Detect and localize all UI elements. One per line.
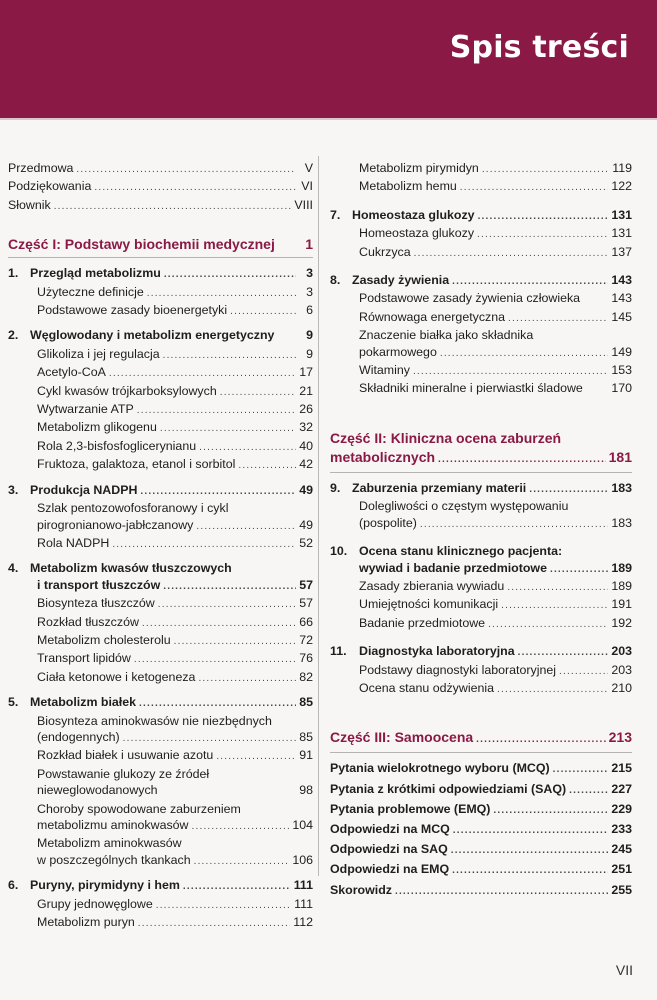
toc-entry[interactable]: w poszczególnych tkankach ..... 106 [8, 852, 313, 870]
toc-entry[interactable]: Rozkład tłuszczów ..... 66 [8, 614, 313, 632]
chapter-4 [8, 560, 313, 687]
toc-entry[interactable]: Witaminy ..... 153 [330, 362, 632, 380]
chapter-5 [8, 694, 313, 870]
chapter-11 [330, 643, 632, 698]
part-heading-1[interactable]: Część I: Podstawy biochemii medycznej 1 [8, 235, 313, 258]
chapter-8 [330, 272, 632, 399]
toc-entry[interactable]: Odpowiedzi na EMQ ..... 251 [330, 860, 632, 880]
toc-entry[interactable]: metabolizmu aminokwasów ..... 104 [8, 817, 313, 835]
toc-entry[interactable]: pirogronianowo-jabłczanowy ..... 49 [8, 517, 313, 535]
toc-entry-line[interactable]: Metabolizm aminokwasów [37, 836, 182, 851]
toc-entry[interactable]: nieweglowodanowych 98 [37, 783, 313, 798]
toc-entry-line[interactable]: Znaczenie białka jako składnika [359, 328, 534, 343]
toc-entry[interactable]: Równowaga energetyczna ..... 145 [330, 309, 632, 327]
self-assessment-list [330, 759, 632, 900]
chapter-title[interactable]: 8. Zasady żywienia ..... 143 [330, 272, 632, 290]
toc-entry[interactable]: Homeostaza glukozy ..... 131 [330, 225, 632, 243]
toc-entry[interactable]: Acetylo-CoA ..... 17 [8, 364, 313, 382]
page-title: Spis treści [449, 30, 629, 65]
chapter-9 [330, 480, 632, 533]
toc-entry[interactable]: Pytania wielokrotnego wyboru (MCQ) ..... 215 [330, 759, 632, 779]
toc-entry[interactable]: Transport lipidów ..... 76 [8, 650, 313, 668]
toc-entry[interactable]: (endogennych) ..... 85 [8, 729, 313, 747]
toc-entry[interactable]: Podstawowe zasady żywienia człowieka 143 [359, 291, 632, 306]
toc-entry[interactable]: Glikoliza i jej regulacja ..... 9 [8, 346, 313, 364]
toc-entry[interactable]: Przedmowa ..... V [8, 160, 313, 178]
toc-entry[interactable]: pokarmowego ..... 149 [330, 344, 632, 362]
chapter-title[interactable]: 3. Produkcja NADPH ..... 49 [8, 482, 313, 500]
chapter-title[interactable]: 6. Puryny, pirymidyny i hem ..... 111 [8, 877, 313, 895]
chapter-title-line[interactable]: 4. Metabolizm kwasów tłuszczowych [8, 561, 232, 576]
toc-entry[interactable]: Cykl kwasów trójkarboksylowych ..... 21 [8, 383, 313, 401]
chapter-7 [330, 207, 632, 262]
chapter-title-line[interactable]: 10. Ocena stanu klinicznego pacjenta: [330, 544, 563, 559]
toc-entry[interactable]: Rozkład białek i usuwanie azotu ..... 91 [8, 747, 313, 765]
toc-entry[interactable]: Metabolizm cholesterolu ..... 72 [8, 632, 313, 650]
chapter-title[interactable]: i transport tłuszczów ..... 57 [8, 577, 313, 595]
chapter-title[interactable]: 2. Węglowodany i metabolizm energetyczny 9 [8, 328, 313, 343]
toc-entry[interactable]: Metabolizm glikogenu ..... 32 [8, 419, 313, 437]
chapter-1 [8, 265, 313, 320]
header-rule [0, 118, 657, 120]
toc-entry[interactable]: Biosynteza tłuszczów ..... 57 [8, 595, 313, 613]
toc-entry[interactable]: Rola NADPH ..... 52 [8, 535, 313, 553]
toc-left-column [8, 160, 313, 932]
chapter-title[interactable]: 11. Diagnostyka laboratoryjna ..... 203 [330, 643, 632, 661]
part-rule [330, 752, 632, 753]
toc-entry[interactable]: Słownik ..... VIII [8, 197, 313, 215]
part-rule [8, 257, 313, 258]
toc-entry[interactable]: Ciała ketonowe i ketogeneza ..... 82 [8, 669, 313, 687]
toc-entry[interactable]: Umiejętności komunikacji ..... 191 [330, 596, 632, 614]
toc-entry[interactable]: Cukrzyca ..... 137 [330, 244, 632, 262]
toc-entry[interactable]: Pytania z krótkimi odpowiedziami (SAQ) ..... 227 [330, 780, 632, 800]
chapter-title[interactable]: 5. Metabolizm białek ..... 85 [8, 694, 313, 712]
part-heading-2[interactable]: Część II: Kliniczna ocena zaburzeń metabolicznych ..... 181 [330, 429, 632, 473]
chapter-6 [8, 877, 313, 932]
toc-right-column [330, 160, 632, 901]
chapter-10 [330, 543, 632, 633]
toc-entry[interactable]: (pospolite) ..... 183 [330, 515, 632, 533]
page-number: VII [615, 962, 633, 978]
chapter-title[interactable]: 9. Zaburzenia przemiany materii ..... 183 [330, 480, 632, 498]
toc-entry[interactable]: Metabolizm puryn ..... 112 [8, 914, 313, 932]
toc-entry[interactable]: Podstawowe zasady bioenergetyki ..... 6 [8, 302, 313, 320]
toc-entry-line[interactable]: Szlak pentozowofosforanowy i cykl [37, 501, 229, 516]
toc-entry[interactable]: Zasady zbierania wywiadu ..... 189 [330, 578, 632, 596]
toc-entry[interactable]: Wytwarzanie ATP ..... 26 [8, 401, 313, 419]
toc-entry[interactable]: Składniki mineralne i pierwiastki śladowe 170 [359, 381, 632, 396]
toc-entry[interactable]: Badanie przedmiotowe ..... 192 [330, 615, 632, 633]
toc-entry[interactable]: Pytania problemowe (EMQ) ..... 229 [330, 800, 632, 820]
toc-entry[interactable]: Metabolizm pirymidyn ..... 119 [330, 160, 632, 178]
part-rule [330, 472, 632, 473]
toc-entry-line[interactable]: Choroby spowodowane zaburzeniem [37, 801, 241, 816]
toc-entry[interactable]: Skorowidz ..... 255 [330, 881, 632, 901]
toc-entry[interactable]: Grupy jednowęglowe ..... 111 [8, 896, 313, 914]
toc-entry[interactable]: Podziękowania ..... VI [8, 178, 313, 196]
part-heading-3[interactable]: Część III: Samoocena ..... 213 [330, 728, 632, 753]
toc-entry[interactable]: Rola 2,3-bisfosfoglicerynianu ..... 40 [8, 438, 313, 456]
toc-entry[interactable]: Metabolizm hemu ..... 122 [330, 178, 632, 196]
toc-entry[interactable]: Odpowiedzi na SAQ ..... 245 [330, 840, 632, 860]
toc-entry[interactable]: Użyteczne definicje ..... 3 [8, 284, 313, 302]
toc-entry-line[interactable]: Powstawanie glukozy ze źródeł [37, 766, 210, 781]
chapter-title[interactable]: 1. Przegląd metabolizmu ..... 3 [8, 265, 313, 283]
chapter-3 [8, 482, 313, 554]
column-divider [318, 156, 319, 876]
toc-entry[interactable]: Odpowiedzi na MCQ ..... 233 [330, 820, 632, 840]
toc-entry-line[interactable]: Dolegliwości o częstym występowaniu [359, 499, 569, 514]
toc-entry-line[interactable]: Biosynteza aminokwasów nie niezbędnych [37, 713, 272, 728]
toc-entry[interactable]: Ocena stanu odżywienia ..... 210 [330, 680, 632, 698]
toc-entry[interactable]: Fruktoza, galaktoza, etanol i sorbitol ..... 42 [8, 456, 313, 474]
chapter-title[interactable]: wywiad i badanie przedmiotowe ..... 189 [330, 560, 632, 578]
chapter-2 [8, 327, 313, 474]
chapter-title[interactable]: 7. Homeostaza glukozy ..... 131 [330, 207, 632, 225]
toc-entry[interactable]: Podstawy diagnostyki laboratoryjnej ..... 203 [330, 662, 632, 680]
